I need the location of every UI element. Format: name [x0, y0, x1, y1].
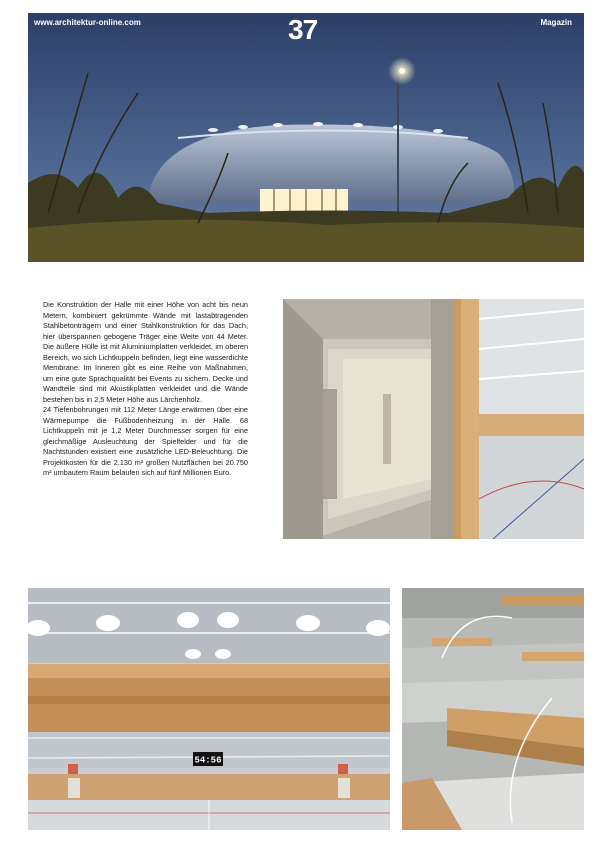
header-url: www.architektur-online.com	[34, 18, 141, 27]
photo-corridor-and-hall	[283, 299, 584, 539]
page-number: 37	[288, 14, 318, 45]
photo-hall-interior	[28, 588, 390, 830]
article-paragraph-2: 24 Tiefenbohrungen mit 112 Meter Länge erwärmen über eine Wärmepumpe die Fußbodenheizung in der Halle. 68 Lichtkuppeln mit je 1,2 Meter Durchmesser sorgen für eine gleichmäßige Ausleuchtung der Spielfelder und für die Nachtstunden existiert eine zusätzliche LED-Beleuchtung. Die Projektkosten für die 2.130 m² großen Nutzflächen bei 20.750 m² umbautem Raum belaufen sich auf fünf Millionen Euro.	[43, 405, 248, 477]
hero-photo-exterior	[28, 13, 584, 262]
article-text	[43, 300, 248, 479]
scoreboard-display: 54:56	[194, 755, 222, 766]
photo-tribune-seating	[402, 588, 584, 830]
section-label: Magazin	[540, 18, 572, 27]
article-paragraph-1: Die Konstruktion der Halle mit einer Höhe von acht bis neun Metern, kombiniert gekrümmte Wände mit lastabtragenden Stahlbetonträgern und einer Stahlkonstruktion für das Dach, hier überspannen gebogene Träger eine Weite von 44 Meter. Die äußere Hülle ist mit Aluminiumplatten verkleidet, im oberen Bereich, wo sich Lichtkuppeln befinden, liegt eine wasserdichte Membrane. Im Inneren gibt es eine Reihe von Maßnahmen, um eine gute Sprachqualität bei Events zu sichern. Decke und Wandteile sind mit Akustikplatten verkleidet und die Wände bestehen bis in 2,5 Meter Höhe aus Lärchenholz.	[43, 300, 248, 404]
